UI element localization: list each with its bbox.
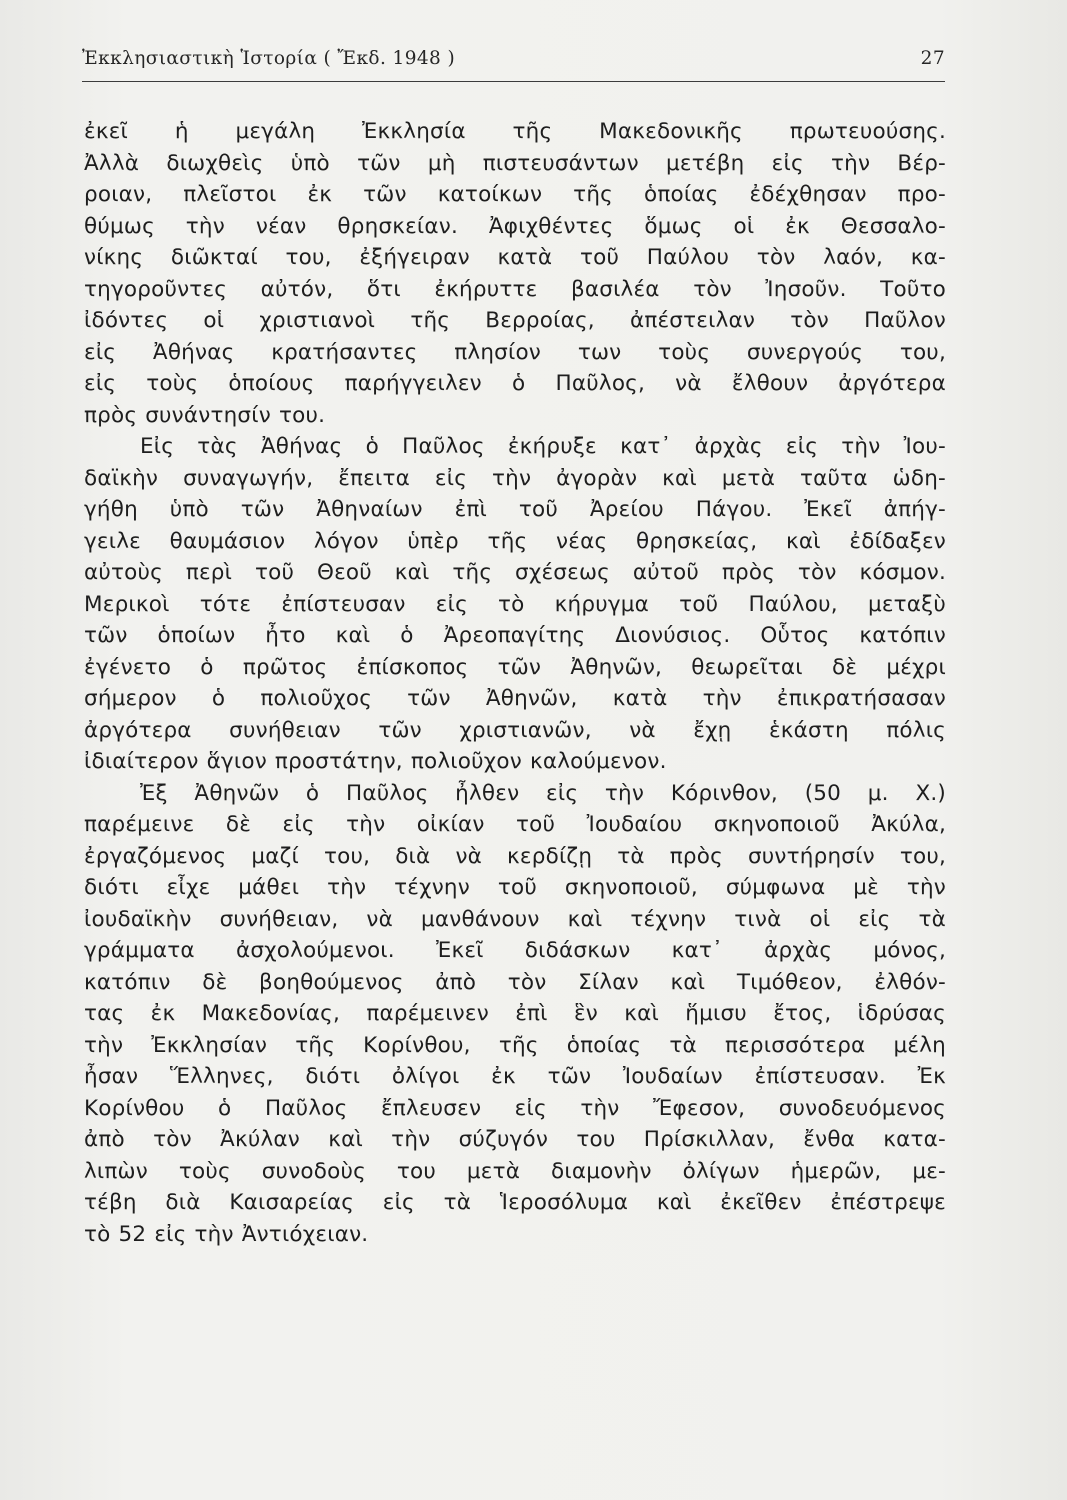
text-line: εἰς τοὺς ὁποίους παρήγγειλεν ὁ Παῦλος, νὰ ἔλθουν ἀργότερα [84, 371, 946, 396]
text-line: αὐτοὺς περὶ τοῦ Θεοῦ καὶ τῆς σχέσεως αὐτοῦ πρὸς τὸν κόσμον. [84, 560, 946, 585]
paragraph-3 [84, 778, 946, 1251]
running-head [82, 46, 945, 76]
text-line: ροιαν, πλεῖστοι ἐκ τῶν κατοίκων τῆς ὁποίας ἐδέχθησαν προ- [84, 182, 946, 207]
text-line: Ἀλλὰ διωχθεὶς ὑπὸ τῶν μὴ πιστευσάντων μετέβη εἰς τὴν Βέρ- [84, 150, 946, 176]
text-line: διότι εἶχε μάθει τὴν τέχνην τοῦ σκηνοποιοῦ, σύμφωνα μὲ τὴν [84, 875, 946, 900]
text-line: ἦσαν Ἕλληνες, διότι ὀλίγοι ἐκ τῶν Ἰουδαίων ἐπίστευσαν. Ἐκ [84, 1064, 946, 1089]
text-line: τέβη διὰ Καισαρείας εἰς τὰ Ἱεροσόλυμα καὶ ἐκεῖθεν ἐπέστρεψε [84, 1190, 946, 1215]
text-line: γειλε θαυμάσιον λόγον ὑπὲρ τῆς νέας θρησκείας, καὶ ἐδίδαξεν [84, 528, 946, 554]
text-line: τὴν Ἐκκλησίαν τῆς Κορίνθου, τῆς ὁποίας τὰ περισσότερα μέλη [84, 1032, 946, 1058]
text-line: εἰς Ἀθήνας κρατήσαντες πλησίον των τοὺς συνεργούς του, [84, 339, 946, 365]
text-line: ἐγένετο ὁ πρῶτος ἐπίσκοπος τῶν Ἀθηνῶν, θεωρεῖται δὲ μέχρι [84, 654, 946, 680]
text-line: ἀργότερα συνήθειαν τῶν χριστιανῶν, νὰ ἔχῃ ἑκάστη πόλις [84, 717, 946, 743]
text-line: ἰουδαϊκὴν συνήθειαν, νὰ μανθάνουν καὶ τέχνην τινὰ οἱ εἰς τὰ [84, 906, 946, 932]
text-line: ἰδόντες οἱ χριστιανοὶ τῆς Βερροίας, ἀπέστειλαν τὸν Παῦλον [84, 308, 946, 333]
running-head-title: Ἐκκλησιαστικὴ Ἱστορία ( Ἔκδ. 1948 ) [82, 48, 456, 69]
text-line: ἐργαζόμενος μαζί του, διὰ νὰ κερδίζῃ τὰ πρὸς συντήρησίν του, [84, 843, 946, 869]
text-line: Ἐξ Ἀθηνῶν ὁ Παῦλος ἦλθεν εἰς τὴν Κόρινθον, (50 μ. Χ.) [140, 780, 946, 806]
text-line: νίκης διῶκταί του, ἐξήγειραν κατὰ τοῦ Παύλου τὸν λαόν, κα- [84, 245, 946, 270]
paragraph-1 [84, 116, 946, 431]
text-line: τας ἐκ Μακεδονίας, παρέμεινεν ἐπὶ ἓν καὶ ἥμισυ ἔτος, ἱδρύσας [84, 1001, 946, 1026]
text-line: δαϊκὴν συναγωγήν, ἔπειτα εἰς τὴν ἀγορὰν καὶ μετὰ ταῦτα ὡδη- [84, 465, 946, 491]
text-line: τὸ 52 εἰς τὴν Ἀντιόχειαν. [84, 1221, 369, 1247]
text-line: θύμως τὴν νέαν θρησκείαν. Ἀφιχθέντες ὅμως οἱ ἐκ Θεσσαλο- [84, 213, 946, 239]
text-line: Κορίνθου ὁ Παῦλος ἔπλευσεν εἰς τὴν Ἔφεσον, συνοδευόμενος [84, 1095, 946, 1121]
body-text [84, 116, 946, 1250]
text-line: Μερικοὶ τότε ἐπίστευσαν εἰς τὸ κήρυγμα τοῦ Παύλου, μεταξὺ [84, 591, 946, 617]
text-line: τῶν ὁποίων ἦτο καὶ ὁ Ἀρεοπαγίτης Διονύσιος. Οὗτος κατόπιν [84, 623, 946, 648]
text-line: παρέμεινε δὲ εἰς τὴν οἰκίαν τοῦ Ἰουδαίου σκηνοποιοῦ Ἀκύλα, [84, 812, 946, 837]
header-rule [82, 81, 945, 82]
text-line: τηγοροῦντες αὐτόν, ὅτι ἐκήρυττε βασιλέα τὸν Ἰησοῦν. Τοῦτο [84, 276, 946, 302]
text-line: λιπὼν τοὺς συνοδοὺς του μετὰ διαμονὴν ὀλίγων ἡμερῶν, με- [84, 1158, 946, 1184]
text-line: κατόπιν δὲ βοηθούμενος ἀπὸ τὸν Σίλαν καὶ Τιμόθεον, ἐλθόν- [84, 969, 946, 995]
text-line: σήμερον ὁ πολιοῦχος τῶν Ἀθηνῶν, κατὰ τὴν ἐπικρατήσασαν [84, 686, 946, 711]
text-line: ἐκεῖ ἡ μεγάλη Ἐκκλησία τῆς Μακεδονικῆς πρωτευούσης. [84, 119, 946, 144]
text-line: Εἰς τὰς Ἀθήνας ὁ Παῦλος ἐκήρυξε κατ᾽ ἀρχὰς εἰς τὴν Ἰου- [140, 434, 946, 459]
text-line: ἰδιαίτερον ἅγιον προστάτην, πολιοῦχον καλούμενον. [84, 749, 667, 774]
text-line: γήθη ὑπὸ τῶν Ἀθηναίων ἐπὶ τοῦ Ἀρείου Πάγου. Ἐκεῖ ἀπήγ- [84, 497, 946, 522]
page-number: 27 [920, 48, 945, 69]
text-line: πρὸς συνάντησίν του. [84, 402, 326, 428]
text-line: γράμματα ἀσχολούμενοι. Ἐκεῖ διδάσκων κατ᾽ ἀρχὰς μόνος, [84, 938, 946, 963]
paragraph-2 [84, 431, 946, 778]
text-line: ἀπὸ τὸν Ἀκύλαν καὶ τὴν σύζυγόν του Πρίσκιλλαν, ἔνθα κατα- [84, 1127, 946, 1152]
